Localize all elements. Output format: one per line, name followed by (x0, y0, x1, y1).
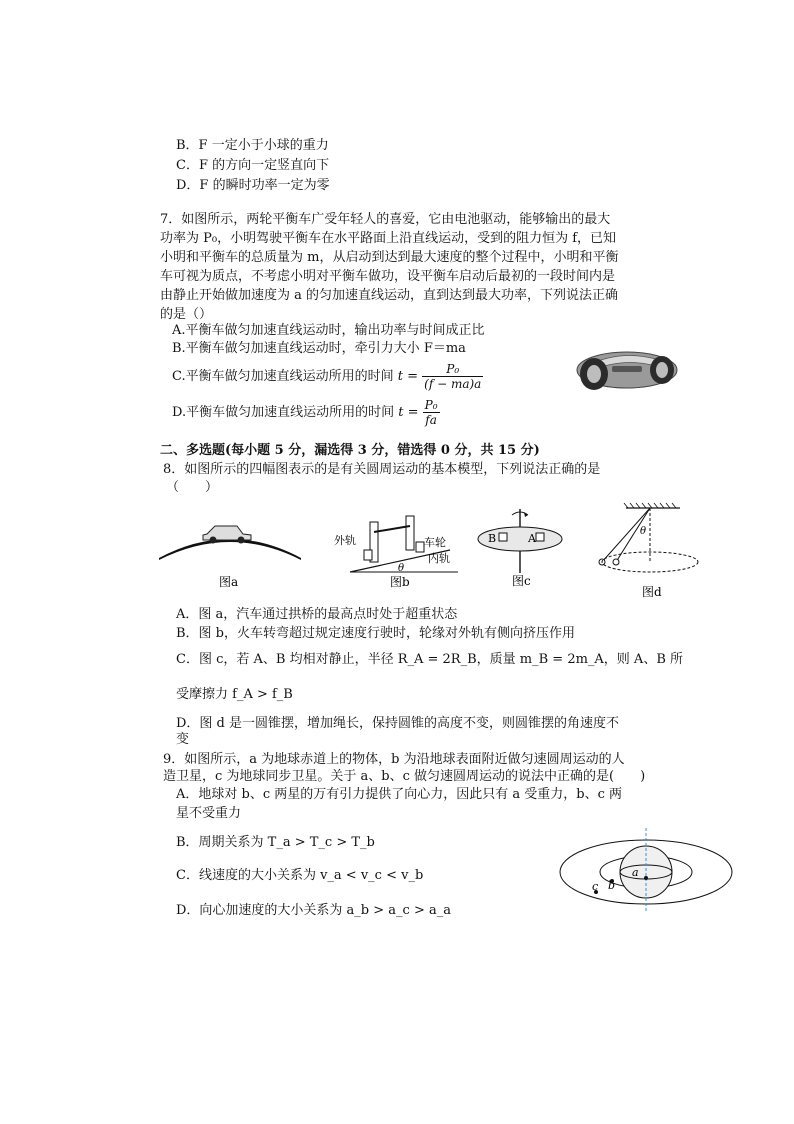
q8-option-b: B．图 b，火车转弯超过规定速度行驶时，轮缘对外轨有侧向挤压作用 (176, 626, 576, 641)
figure-a-arch-bridge (155, 510, 305, 590)
q7-option-d-t: t = (398, 405, 419, 420)
q7-stem-line-1: 7．如图所示，两轮平衡车广受年轻人的喜爱，它由电池驱动，能够输出的最大 (160, 212, 611, 227)
q8-option-d-line-2: 变 (176, 732, 190, 747)
q8-option-c-line-1: C．图 c，若 A、B 均相对静止，半径 R_A = 2R_B，质量 m_B = 2m_A，则 A、B 所 (176, 652, 684, 667)
figure-earth-satellites (556, 826, 736, 912)
label-inner-rail: 内轨 (428, 552, 450, 565)
figure-c-caption: 图c (512, 574, 531, 588)
figure-d-caption: 图d (642, 585, 662, 599)
q6-option-b: B．F 一定小于小球的重力 (176, 138, 329, 153)
q7-stem-line-4: 车可视为质点，不考虑小明对平衡车做功，设平衡车启动后最初的一段时间内是 (160, 269, 616, 284)
label-c: c (592, 880, 599, 893)
q8-option-a: A．图 a，汽车通过拱桥的最高点时处于超重状态 (176, 607, 458, 622)
q8-option-c-line-2: 受摩擦力 f_A > f_B (176, 687, 293, 702)
label-wheel: 车轮 (424, 536, 446, 549)
q9-stem-line-2: 造卫星，c 为地球同步卫星。关于 a、b、c 做匀速圆周运动的说法中正确的是( ) (163, 769, 646, 784)
figure-c-rotating-disk (472, 505, 572, 590)
figure-b-train-track (330, 510, 470, 590)
section-title: 二、多选题(每小题 5 分，漏选得 3 分，错选得 0 分，共 15 分) (160, 443, 540, 458)
label-B: B (488, 532, 497, 545)
q8-option-d-line-1: D．图 d 是一圆锥摆，增加绳长，保持圆锥的高度不变，则圆锥摆的角速度不 (176, 716, 620, 731)
q9-option-a-line-1: A．地球对 b、c 两星的万有引力提供了向心力，因此只有 a 受重力，b、c 两 (176, 787, 623, 802)
q6-option-d: D．F 的瞬时功率一定为零 (176, 178, 330, 193)
figure-a-caption: 图a (219, 575, 239, 589)
label-A: A (528, 532, 536, 545)
q7-option-c-t: t = (397, 369, 419, 384)
q7-stem-line-6: 的是（） (160, 307, 213, 322)
q6-option-c: C．F 的方向一定竖直向下 (176, 158, 330, 173)
label-b: b (608, 879, 616, 892)
label-outer-rail: 外轨 (334, 534, 356, 547)
q7-option-a: A.平衡车做匀加速直线运动时，输出功率与时间成正比 (172, 323, 485, 338)
q8-stem-line-1: 8．如图所示的四幅图表示的是有关圆周运动的基本模型，下列说法正确的是 (163, 462, 601, 477)
label-theta: θ (398, 563, 405, 574)
q9-option-c: C．线速度的大小关系为 v_a < v_c < v_b (176, 868, 424, 883)
q7-stem-line-2: 功率为 P₀，小明驾驶平衡车在水平路面上沿直线运动，受到的阻力恒为 f，已知 (160, 231, 617, 246)
q7-option-b: B.平衡车做匀加速直线运动时，牵引力大小 F＝ma (172, 341, 466, 356)
q8-stem-line-2: （ ） (166, 480, 219, 495)
hoverboard-image (572, 340, 682, 400)
figure-b-caption: 图b (390, 575, 410, 589)
fraction-numerator: P₀ (422, 362, 483, 377)
q7-stem-line-5: 由静止开始做加速度为 a 的匀加速直线运动，直到达到最大功率，下列说法正确 (160, 288, 619, 303)
q9-option-b: B．周期关系为 T_a > T_c > T_b (176, 835, 375, 850)
q7-stem-line-3: 小明和平衡车的总质量为 m，从启动到达到最大速度的整个过程中，小明和平衡 (160, 250, 619, 265)
q7-option-d-text: D.平衡车做匀加速直线运动所用的时间 (172, 405, 395, 420)
q9-stem-line-1: 9．如图所示，a 为地球赤道上的物体，b 为沿地球表面附近做匀速圆周运动的人 (163, 752, 625, 767)
fraction-numerator: P₀ (424, 398, 438, 412)
label-theta-d: θ (640, 526, 647, 537)
q9-option-d: D．向心加速度的大小关系为 a_b > a_c > a_a (176, 903, 451, 918)
q7-option-d (172, 398, 440, 427)
label-a: a (632, 866, 639, 879)
q7-option-c-fraction (422, 362, 483, 391)
q7-option-c-text: C.平衡车做匀加速直线运动所用的时间 (172, 369, 394, 384)
fraction-denominator: (f − ma)a (424, 377, 482, 391)
q7-option-c (172, 362, 483, 391)
q7-option-d-fraction (423, 398, 440, 427)
figure-d-conical-pendulum (596, 500, 706, 600)
q9-option-a-line-2: 星不受重力 (176, 806, 242, 821)
fraction-denominator: fa (425, 413, 437, 427)
